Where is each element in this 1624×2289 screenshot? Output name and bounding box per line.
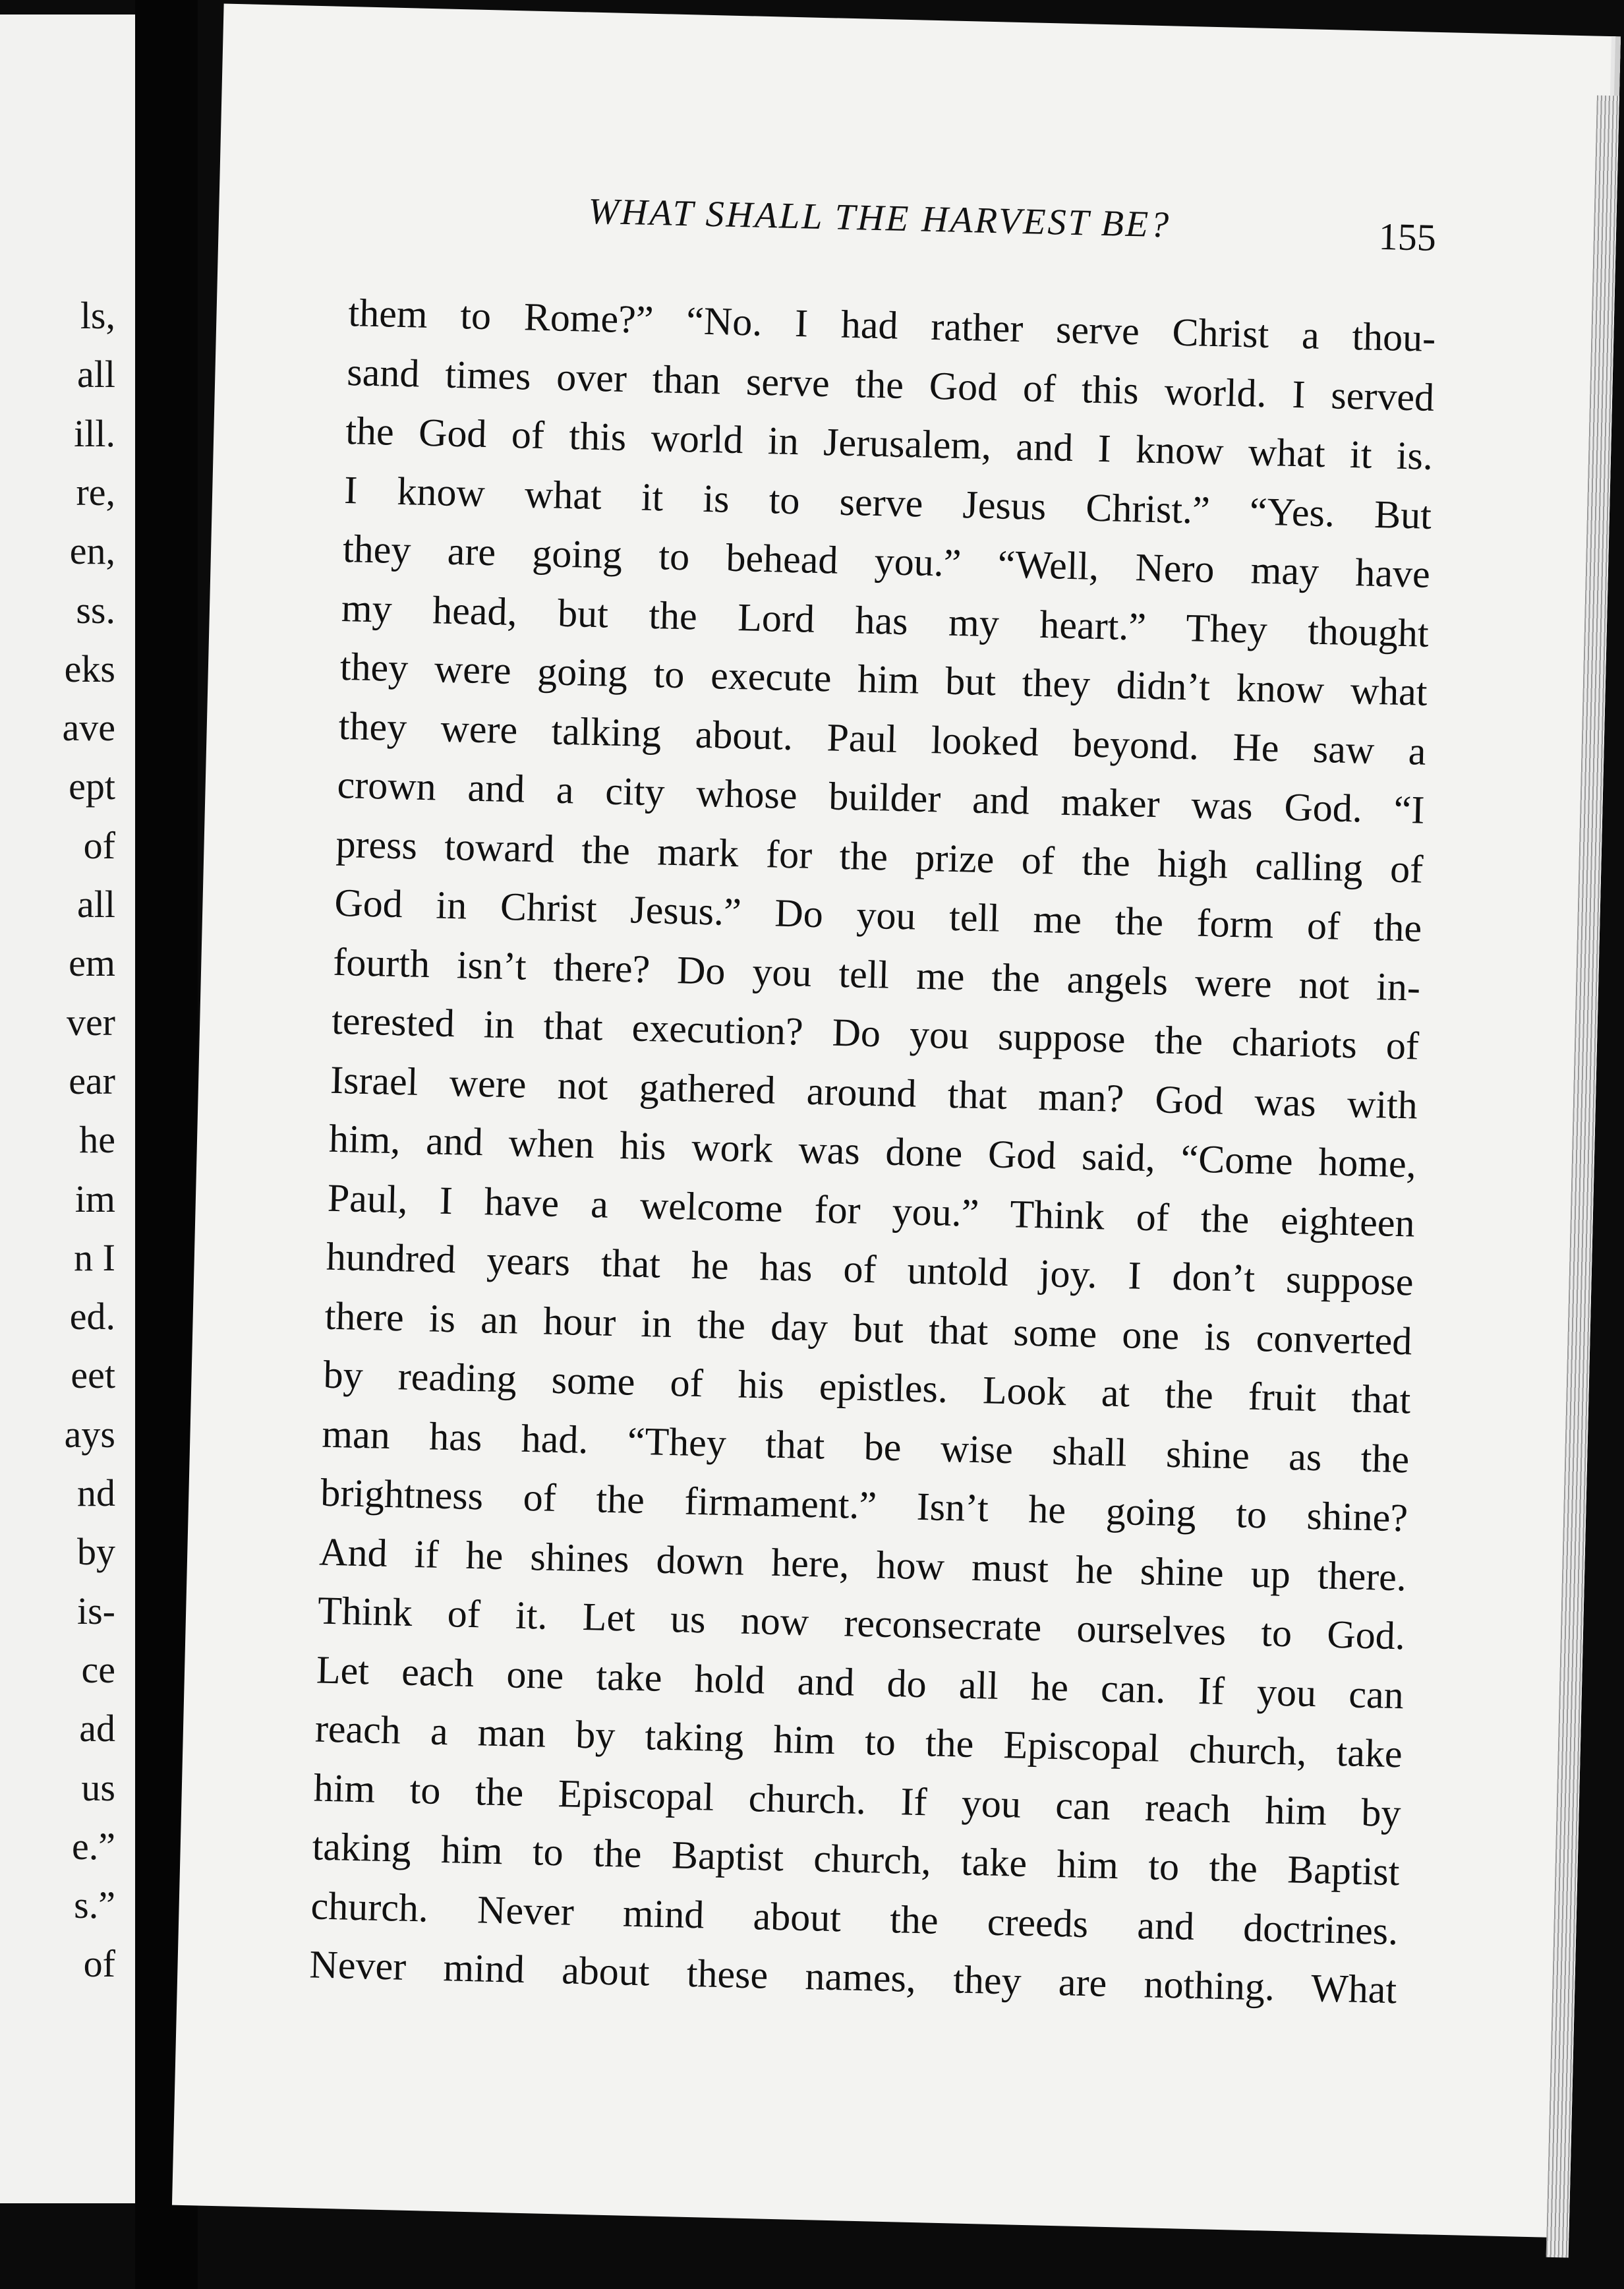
previous-page-fragment: e.”: [72, 1824, 115, 1868]
previous-page-fragment: ver: [66, 1000, 115, 1044]
previous-page-fragment: ls,: [80, 294, 115, 337]
text-line: church. Never mind about the creeds and doctrines.: [310, 1883, 1399, 1953]
text-line: him to the Episcopal church. If you can reach him by: [313, 1765, 1402, 1835]
previous-page-fragment: eet: [71, 1353, 115, 1397]
previous-page-fragment: ce: [81, 1648, 115, 1691]
text-line: they were going to execute him but they didn’t know what: [339, 644, 1428, 714]
page-stack-edge: [1546, 96, 1619, 2258]
text-line: the God of this world in Jerusalem, and I know what it is.: [345, 409, 1434, 478]
body-text: [309, 283, 1437, 2020]
previous-page-fragment: ave: [62, 706, 115, 750]
previous-page-fragment: of: [83, 1942, 115, 1986]
page-number: 155: [1378, 214, 1437, 259]
text-line: brightness of the firmament.” Isn’t he going to shine?: [320, 1470, 1408, 1540]
previous-page-fragment: em: [69, 941, 115, 985]
running-head: [218, 181, 1616, 267]
text-line: they are going to behead you.” “Well, Nero may have: [342, 526, 1431, 596]
previous-page-fragment: by: [77, 1530, 115, 1574]
text-line: Never mind about these names, they are nothing. What: [308, 1942, 1397, 2012]
text-line: God in Christ Jesus.” Do you tell me the form of the: [334, 880, 1422, 950]
previous-page-fragment: ear: [69, 1059, 115, 1102]
previous-page-fragment: en,: [69, 529, 115, 573]
previous-page-fragment: ays: [64, 1412, 115, 1456]
text-line: And if he shines down here, how must he shine up there.: [318, 1530, 1407, 1599]
previous-page-fragment: of: [83, 823, 115, 867]
text-line: by reading some of his epistles. Look at the fruit that: [322, 1352, 1412, 1422]
text-line: taking him to the Baptist church, take him to the Baptist: [312, 1824, 1401, 1894]
previous-page-fragment: ed.: [69, 1295, 115, 1338]
previous-page-fragment: im: [74, 1177, 115, 1220]
book-page: [172, 3, 1621, 2238]
text-line: Paul, I have a welcome for you.” Think of the eighteen: [327, 1175, 1416, 1245]
text-line: him, and when his work was done God said, “Come home,: [328, 1116, 1417, 1186]
previous-page-fragment: n I: [74, 1235, 115, 1279]
previous-page-fragment: all: [77, 353, 115, 396]
text-line: them to Rome?” “No. I had rather serve Christ a thou-: [347, 291, 1436, 360]
previous-page-fragment: is-: [77, 1589, 115, 1632]
previous-page-fragment: eks: [64, 647, 115, 690]
previous-page-fragment: he: [79, 1118, 115, 1162]
previous-page-fragment: nd: [77, 1472, 115, 1514]
running-head-title: WHAT SHALL THE HARVEST BE?: [587, 191, 1171, 246]
previous-page-fragment: s.”: [74, 1884, 115, 1927]
previous-page-fragment: ill.: [74, 411, 115, 455]
previous-page-fragment: all: [77, 883, 115, 926]
previous-page-fragment: us: [81, 1766, 115, 1809]
previous-page-fragment: ss.: [76, 588, 115, 632]
text-line: press toward the mark for the prize of the high calling of: [335, 821, 1424, 891]
text-line: my head, but the Lord has my heart.” They thought: [341, 585, 1430, 655]
previous-page-fragment: ept: [69, 765, 115, 808]
text-line: they were talking about. Paul looked beyond. He saw a: [338, 703, 1427, 773]
previous-page-fragment: re,: [76, 470, 115, 514]
text-line: crown and a city whose builder and maker was God. “I: [337, 762, 1426, 832]
text-line: hundred years that he has of untold joy. I don’t suppose: [326, 1234, 1414, 1304]
text-line: Israel were not gathered around that man? God was with: [330, 1057, 1418, 1127]
text-line: man has had. “They that be wise shall shine as the: [321, 1412, 1410, 1481]
text-line: there is an hour in the day but that some one is converted: [324, 1293, 1413, 1363]
previous-page-edge: [0, 15, 135, 2203]
text-line: fourth isn’t there? Do you tell me the angels were not in-: [332, 939, 1421, 1009]
text-line: Let each one take hold and do all he can. If you can: [316, 1648, 1405, 1717]
text-line: Think of it. Let us now reconsecrate ourselves to God.: [317, 1588, 1406, 1658]
text-line: terested in that execution? Do you suppose the chariots of: [331, 998, 1420, 1068]
text-line: I know what it is to serve Jesus Christ.” “Yes. But: [343, 467, 1432, 537]
text-line: sand times over than serve the God of this world. I served: [346, 349, 1435, 419]
text-line: reach a man by taking him to the Episcopal church, take: [314, 1706, 1403, 1776]
previous-page-fragment: ad: [79, 1707, 115, 1750]
